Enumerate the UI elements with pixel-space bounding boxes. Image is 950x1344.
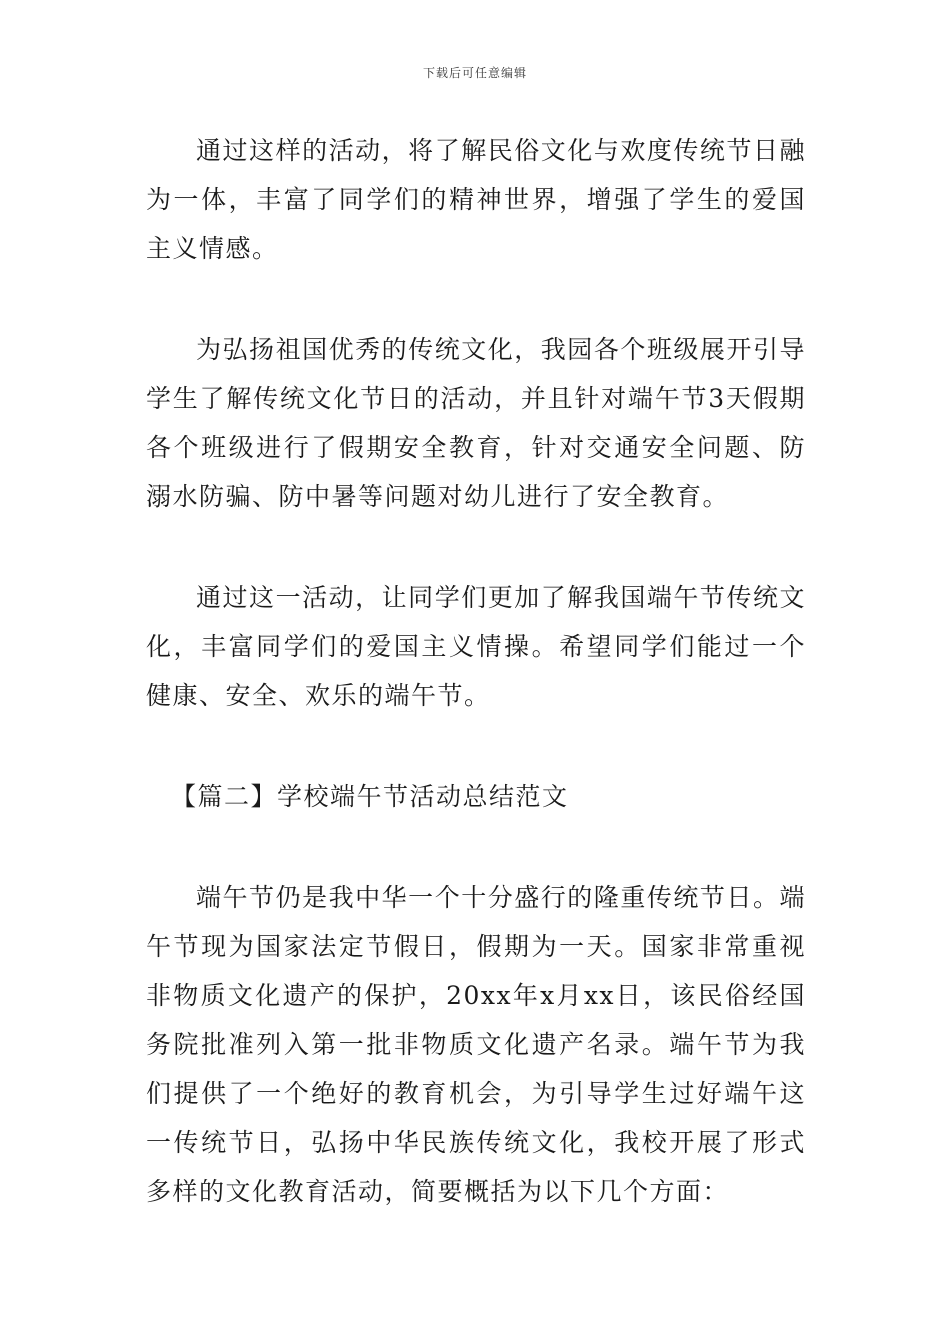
paragraph-safety-education: 为弘扬祖国优秀的传统文化，我园各个班级展开引导学生了解传统文化节日的活动，并且针对端午节3天假期各个班级进行了假期安全教育，针对交通安全问题、防溺水防骗、防中暑等问题对幼儿进行了安全教育。 bbox=[146, 335, 806, 511]
paragraph-dragon-boat-intro: 端午节仍是我中华一个十分盛行的隆重传统节日。端午节现为国家法定节假日，假期为一天。国家非常重视非物质文化遗产的保护，20xx年x月xx日，该民俗经国务院批准列入第一批非物质文化遗产名录。端午节为我们提供了一个绝好的教育机会，为引导学生过好端午这一传统节日，弘扬中华民族传统文化，我校开展了形式多样的文化教育活动，简要概括为以下几个方面： bbox=[146, 883, 806, 1206]
paragraph-conclusion: 通过这一活动，让同学们更加了解我国端午节传统文化，丰富同学们的爱国主义情操。希望同学们能过一个健康、安全、欢乐的端午节。 bbox=[146, 583, 806, 710]
paragraph-spacer bbox=[146, 521, 806, 573]
paragraph-activity-summary: 通过这样的活动，将了解民俗文化与欢度传统节日融为一体，丰富了同学们的精神世界，增强了学生的爱国主义情感。 bbox=[146, 136, 806, 263]
section-heading: 【篇二】学校端午节活动总结范文 bbox=[171, 782, 569, 811]
paragraph-spacer bbox=[146, 273, 806, 325]
document-body bbox=[146, 126, 806, 1216]
download-note: 下载后可任意编辑 bbox=[422, 66, 527, 80]
paragraph-spacer bbox=[146, 720, 806, 772]
paragraph-spacer bbox=[146, 821, 806, 873]
